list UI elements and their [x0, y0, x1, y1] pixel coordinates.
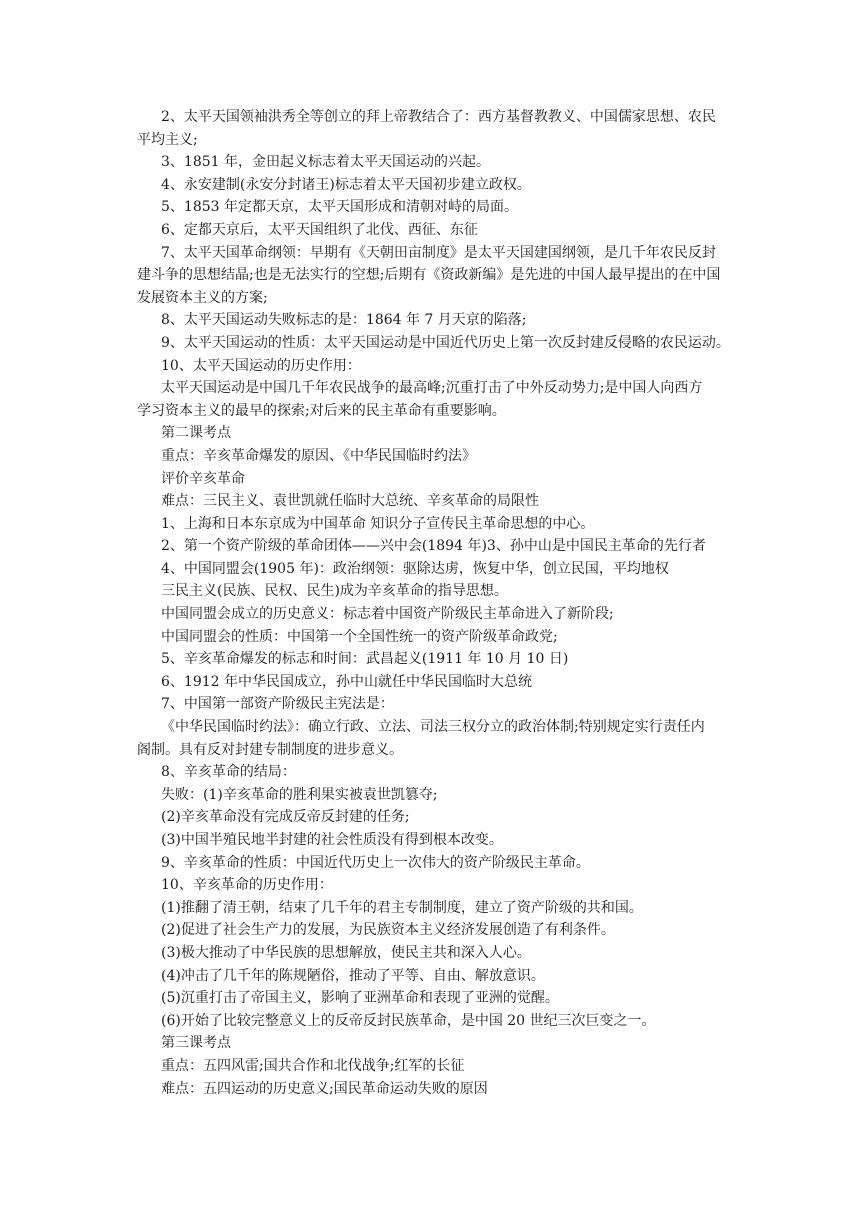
text-line: 重点：辛亥革命爆发的原因、《中华民国临时约法》 — [161, 447, 476, 464]
text-line: (2)辛亥革命没有完成反帝反封建的任务; — [161, 809, 410, 826]
text-line: 平均主义; — [137, 131, 198, 148]
text-line: (2)促进了社会生产力的发展，为民族资本主义经济发展创造了有利条件。 — [161, 922, 615, 939]
text-line: 第二课考点 — [161, 425, 231, 442]
text-line: 第三课考点 — [161, 1035, 231, 1052]
text-line: 3、1851 年，金田起义标志着太平天国运动的兴起。 — [161, 154, 490, 171]
text-line: (5)沉重打击了帝国主义，影响了亚洲革命和表现了亚洲的觉醒。 — [161, 990, 559, 1007]
text-line: 评价辛亥革命 — [161, 470, 245, 487]
text-line: (3)中国半殖民地半封建的社会性质没有得到根本改变。 — [161, 832, 503, 848]
text-line: 8、辛亥革命的结局： — [161, 764, 296, 781]
text-line: 10、太平天国运动的历史作用： — [161, 357, 361, 374]
text-line: 5、1853 年定都天京，太平天国形成和清朝对峙的局面。 — [161, 199, 518, 216]
text-line: 学习资本主义的最早的探索;对后来的民主革命有重要影响。 — [137, 402, 506, 419]
text-line: 中国同盟会成立的历史意义：标志着中国资产阶级民主革命进入了新阶段; — [161, 606, 614, 623]
text-line: 10、辛亥革命的历史作用： — [161, 877, 333, 894]
text-line: 4、中国同盟会(1905 年)：政治纲领：驱除达虏，恢复中华，创立民国，平均地权 — [161, 560, 669, 577]
document-body — [137, 106, 735, 1100]
text-line: 《中华民国临时约法》：确立行政、立法、司法三权分立的政治体制;特别规定实行责任内 — [161, 719, 705, 736]
text-line: 5、辛亥革命爆发的标志和时间：武昌起义(1911 年 10 月 10 日) — [161, 651, 569, 668]
text-line: 9、辛亥革命的性质：中国近代历史上一次伟大的资产阶级民主革命。 — [161, 854, 590, 871]
text-line: 7、中国第一部资产阶级民主宪法是： — [161, 696, 394, 713]
text-line: (1)推翻了清王朝，结束了几千年的君主专制制度，建立了资产阶级的共和国。 — [161, 899, 643, 916]
text-line: 7、太平天国革命纲领：早期有《天朝田亩制度》是太平天国建国纲领，是几千年农民反封 — [161, 244, 716, 261]
text-line: 2、第一个资产阶级的革命团体——兴中会(1894 年)3、孙中山是中国民主革命的先行者 — [161, 538, 706, 555]
text-line: 9、太平天国运动的性质：太平天国运动是中国近代历史上第一次反封建反侵略的农民运动。 — [161, 334, 730, 351]
text-line: 4、永安建制(永安分封诸王)标志着太平天国初步建立政权。 — [161, 176, 531, 193]
text-line: 难点：五四运动的历史意义;国民革命运动失败的原因 — [161, 1080, 488, 1097]
text-line: 重点：五四风雷;国共合作和北伐战争;红军的长征 — [161, 1057, 465, 1074]
text-line: 发展资本主义的方案; — [137, 289, 268, 306]
text-line: 中国同盟会的性质：中国第一个全国性统一的资产阶级革命政党; — [161, 628, 558, 645]
text-line: 8、太平天国运动失败标志的是：1864 年 7 月天京的陷落; — [161, 312, 527, 329]
text-line: 6、1912 年中华民国成立，孙中山就任中华民国临时大总统 — [161, 673, 532, 690]
text-line: 失败：(1)辛亥革命的胜利果实被袁世凯篡夺; — [161, 786, 438, 803]
text-line: 1、上海和日本东京成为中国革命 知识分子宣传民主革命思想的中心。 — [161, 515, 595, 532]
text-line: (4)冲击了几千年的陈规陋俗，推动了平等、自由、解放意识。 — [161, 967, 545, 984]
text-line: 建斗争的思想结晶;也是无法实行的空想;后期有《资政新编》是先进的中国人最早提出的在中国 — [137, 267, 721, 284]
text-line: 难点：三民主义、袁世凯就任临时大总统、辛亥革命的局限性 — [161, 493, 539, 510]
text-line: 阁制。具有反对封建专制制度的进步意义。 — [137, 741, 403, 758]
text-line: (3)极大推动了中华民族的思想解放，使民主共和深入人心。 — [161, 944, 531, 961]
text-line: 三民主义(民族、民权、民生)成为辛亥革命的指导思想。 — [161, 583, 508, 600]
text-line: 6、定都天京后，太平天国组织了北伐、西征、东征 — [161, 221, 478, 238]
text-line: 2、太平天国领袖洪秀全等创立的拜上帝教结合了：西方基督教教义、中国儒家思想、农民 — [161, 109, 716, 125]
text-line: (6)开始了比较完整意义上的反帝反封民族革命，是中国 20 世纪三次巨变之一。 — [161, 1012, 656, 1029]
text-line: 太平天国运动是中国几千年农民战争的最高峰;沉重打击了中外反动势力;是中国人向西方 — [161, 380, 703, 397]
